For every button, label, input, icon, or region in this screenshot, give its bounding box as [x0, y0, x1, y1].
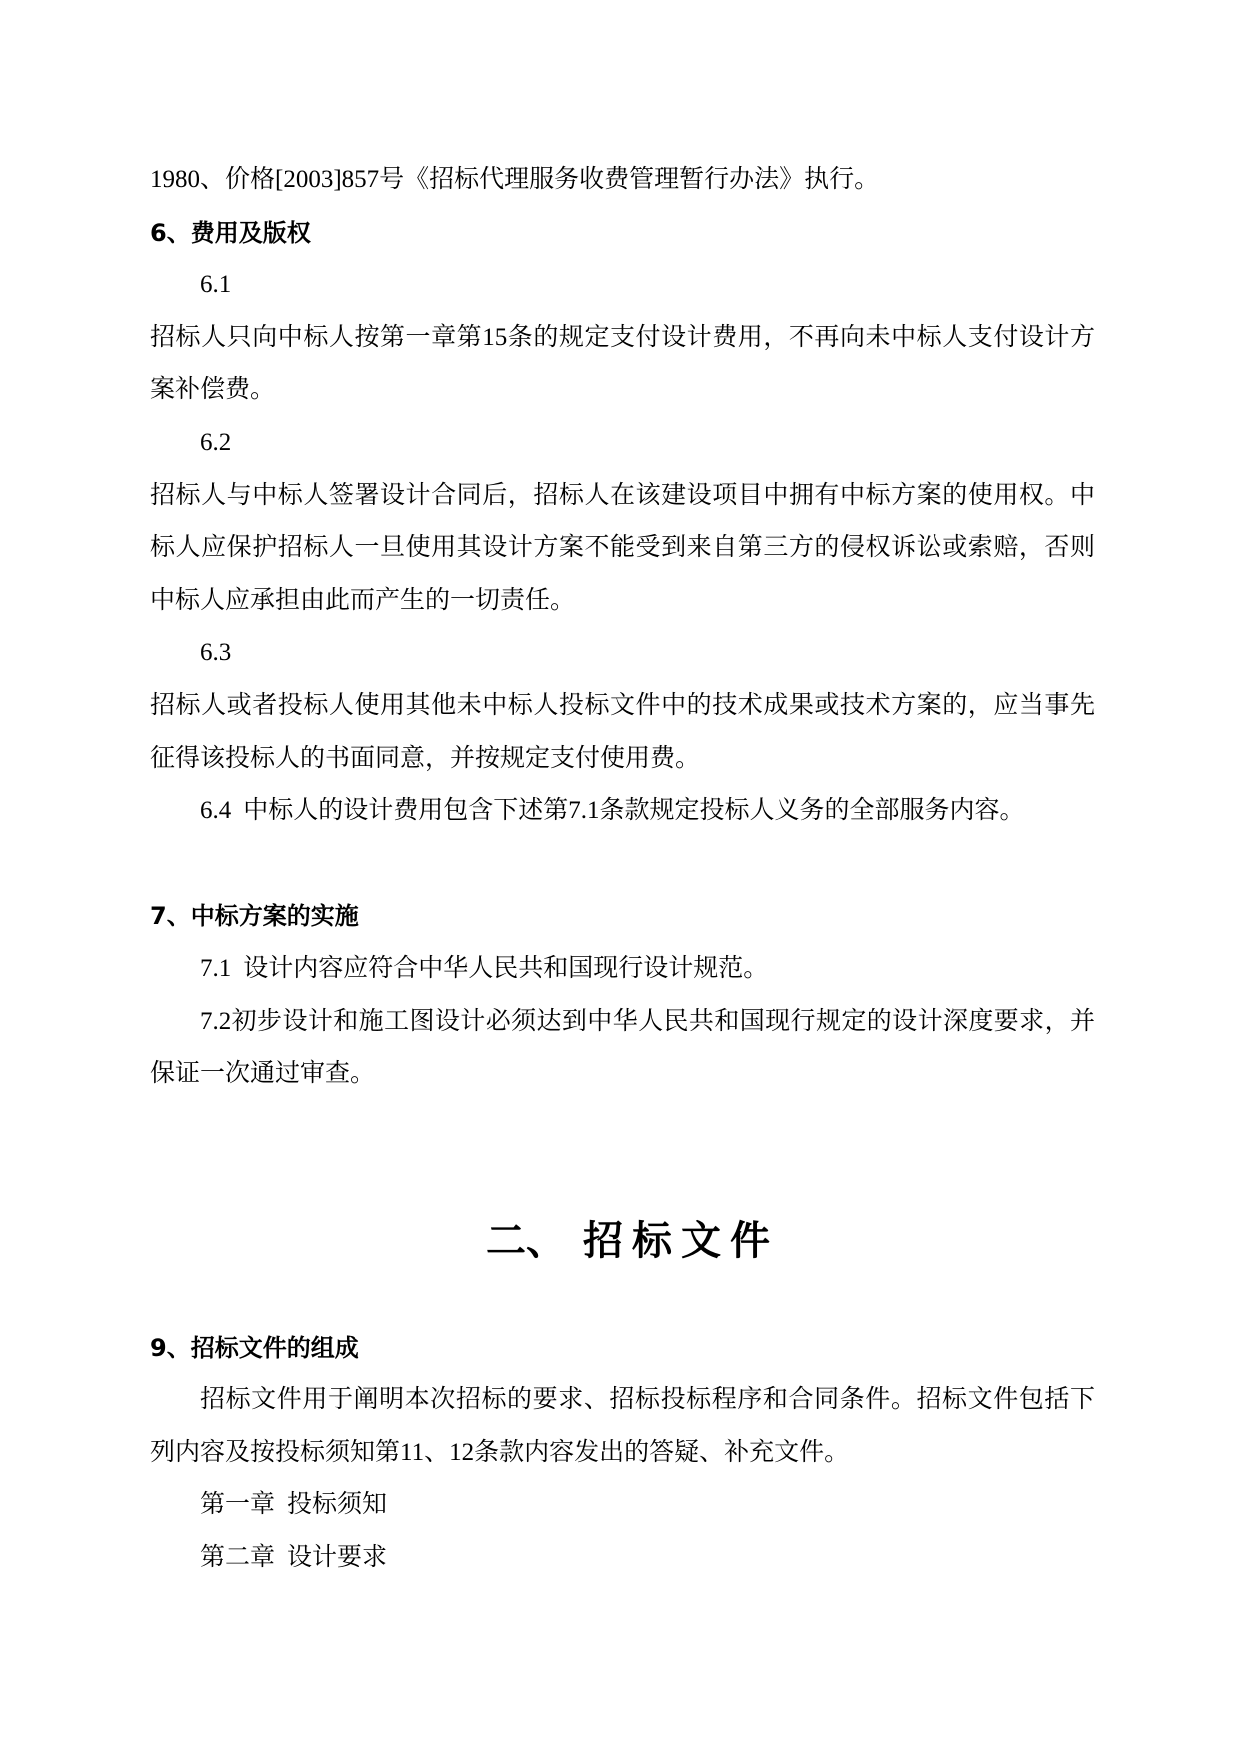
- chapter-title: 投标须知: [287, 1491, 388, 1519]
- continuation-line: 1980、价格[2003]857号《招标代理服务收费管理暂行办法》执行。: [150, 166, 880, 193]
- clause-6-1-line: 招标人只向中标人按第一章第15条的规定支付设计费用，不再向未中标人支付设计方: [150, 323, 1095, 351]
- clause-6-heading: 6、费用及版权: [150, 218, 311, 247]
- clause-6-1-line: 案补偿费。: [150, 376, 276, 404]
- clause-6-3-line: 征得该投标人的书面同意，并按规定支付使用费。: [150, 744, 701, 772]
- clause-6-4-text: 中标人的设计费用包含下述第7.1条款规定投标人义务的全部服务内容。: [243, 797, 1025, 825]
- clause-6-4: [150, 785, 1095, 838]
- clause-7-heading: 7、中标方案的实施: [150, 902, 359, 931]
- clause-7-2-line: 保证一次通过审查。: [150, 1060, 376, 1088]
- clause-6-3-number: 6.3: [200, 639, 232, 667]
- chapter-item: [150, 1479, 1095, 1532]
- part-2-number: 二、: [486, 1217, 566, 1264]
- clause-9-line: 招标文件用于阐明本次招标的要求、招标投标程序和合同条件。招标文件包括下: [200, 1386, 1095, 1414]
- chapter-item: [150, 1532, 1095, 1585]
- clause-6-2-line: 中标人应承担由此而产生的一切责任。: [150, 586, 576, 614]
- clause-7-1: [150, 943, 1095, 996]
- chapter-title: 设计要求: [287, 1544, 388, 1572]
- part-2-heading: [150, 1211, 1095, 1271]
- clause-7-2-number: 7.2: [200, 1007, 232, 1035]
- clause-7-2: [150, 996, 1095, 1049]
- part-2-title: 招标文件: [583, 1217, 779, 1264]
- clause-7-1-number: 7.1: [200, 954, 232, 982]
- clause-6-1-number: 6.1: [200, 271, 232, 299]
- clause-6-4-number: 6.4: [200, 797, 232, 825]
- clause-6-2-line: 标人应保护招标人一旦使用其设计方案不能受到来自第三方的侵权诉讼或索赔，否则: [150, 534, 1095, 562]
- clause-6-2-line: 招标人与中标人签署设计合同后，招标人在该建设项目中拥有中标方案的使用权。中: [150, 481, 1095, 509]
- clause-9-heading: 9、招标文件的组成: [150, 1333, 359, 1362]
- clause-6-3-line: 招标人或者投标人使用其他未中标人投标文件中的技术成果或技术方案的，应当事先: [150, 691, 1095, 719]
- chapter-number: 第一章: [200, 1491, 276, 1519]
- chapter-number: 第二章: [200, 1544, 276, 1572]
- clause-9-line: 列内容及按投标须知第11、12条款内容发出的答疑、补充文件。: [150, 1438, 850, 1466]
- document-page: [150, 154, 1095, 1585]
- clause-7-1-text: 设计内容应符合中华人民共和国现行设计规范。: [243, 954, 769, 982]
- clause-6-2-number: 6.2: [200, 428, 232, 456]
- clause-7-2-line: 初步设计和施工图设计必须达到中华人民共和国现行规定的设计深度要求，并: [231, 1007, 1095, 1035]
